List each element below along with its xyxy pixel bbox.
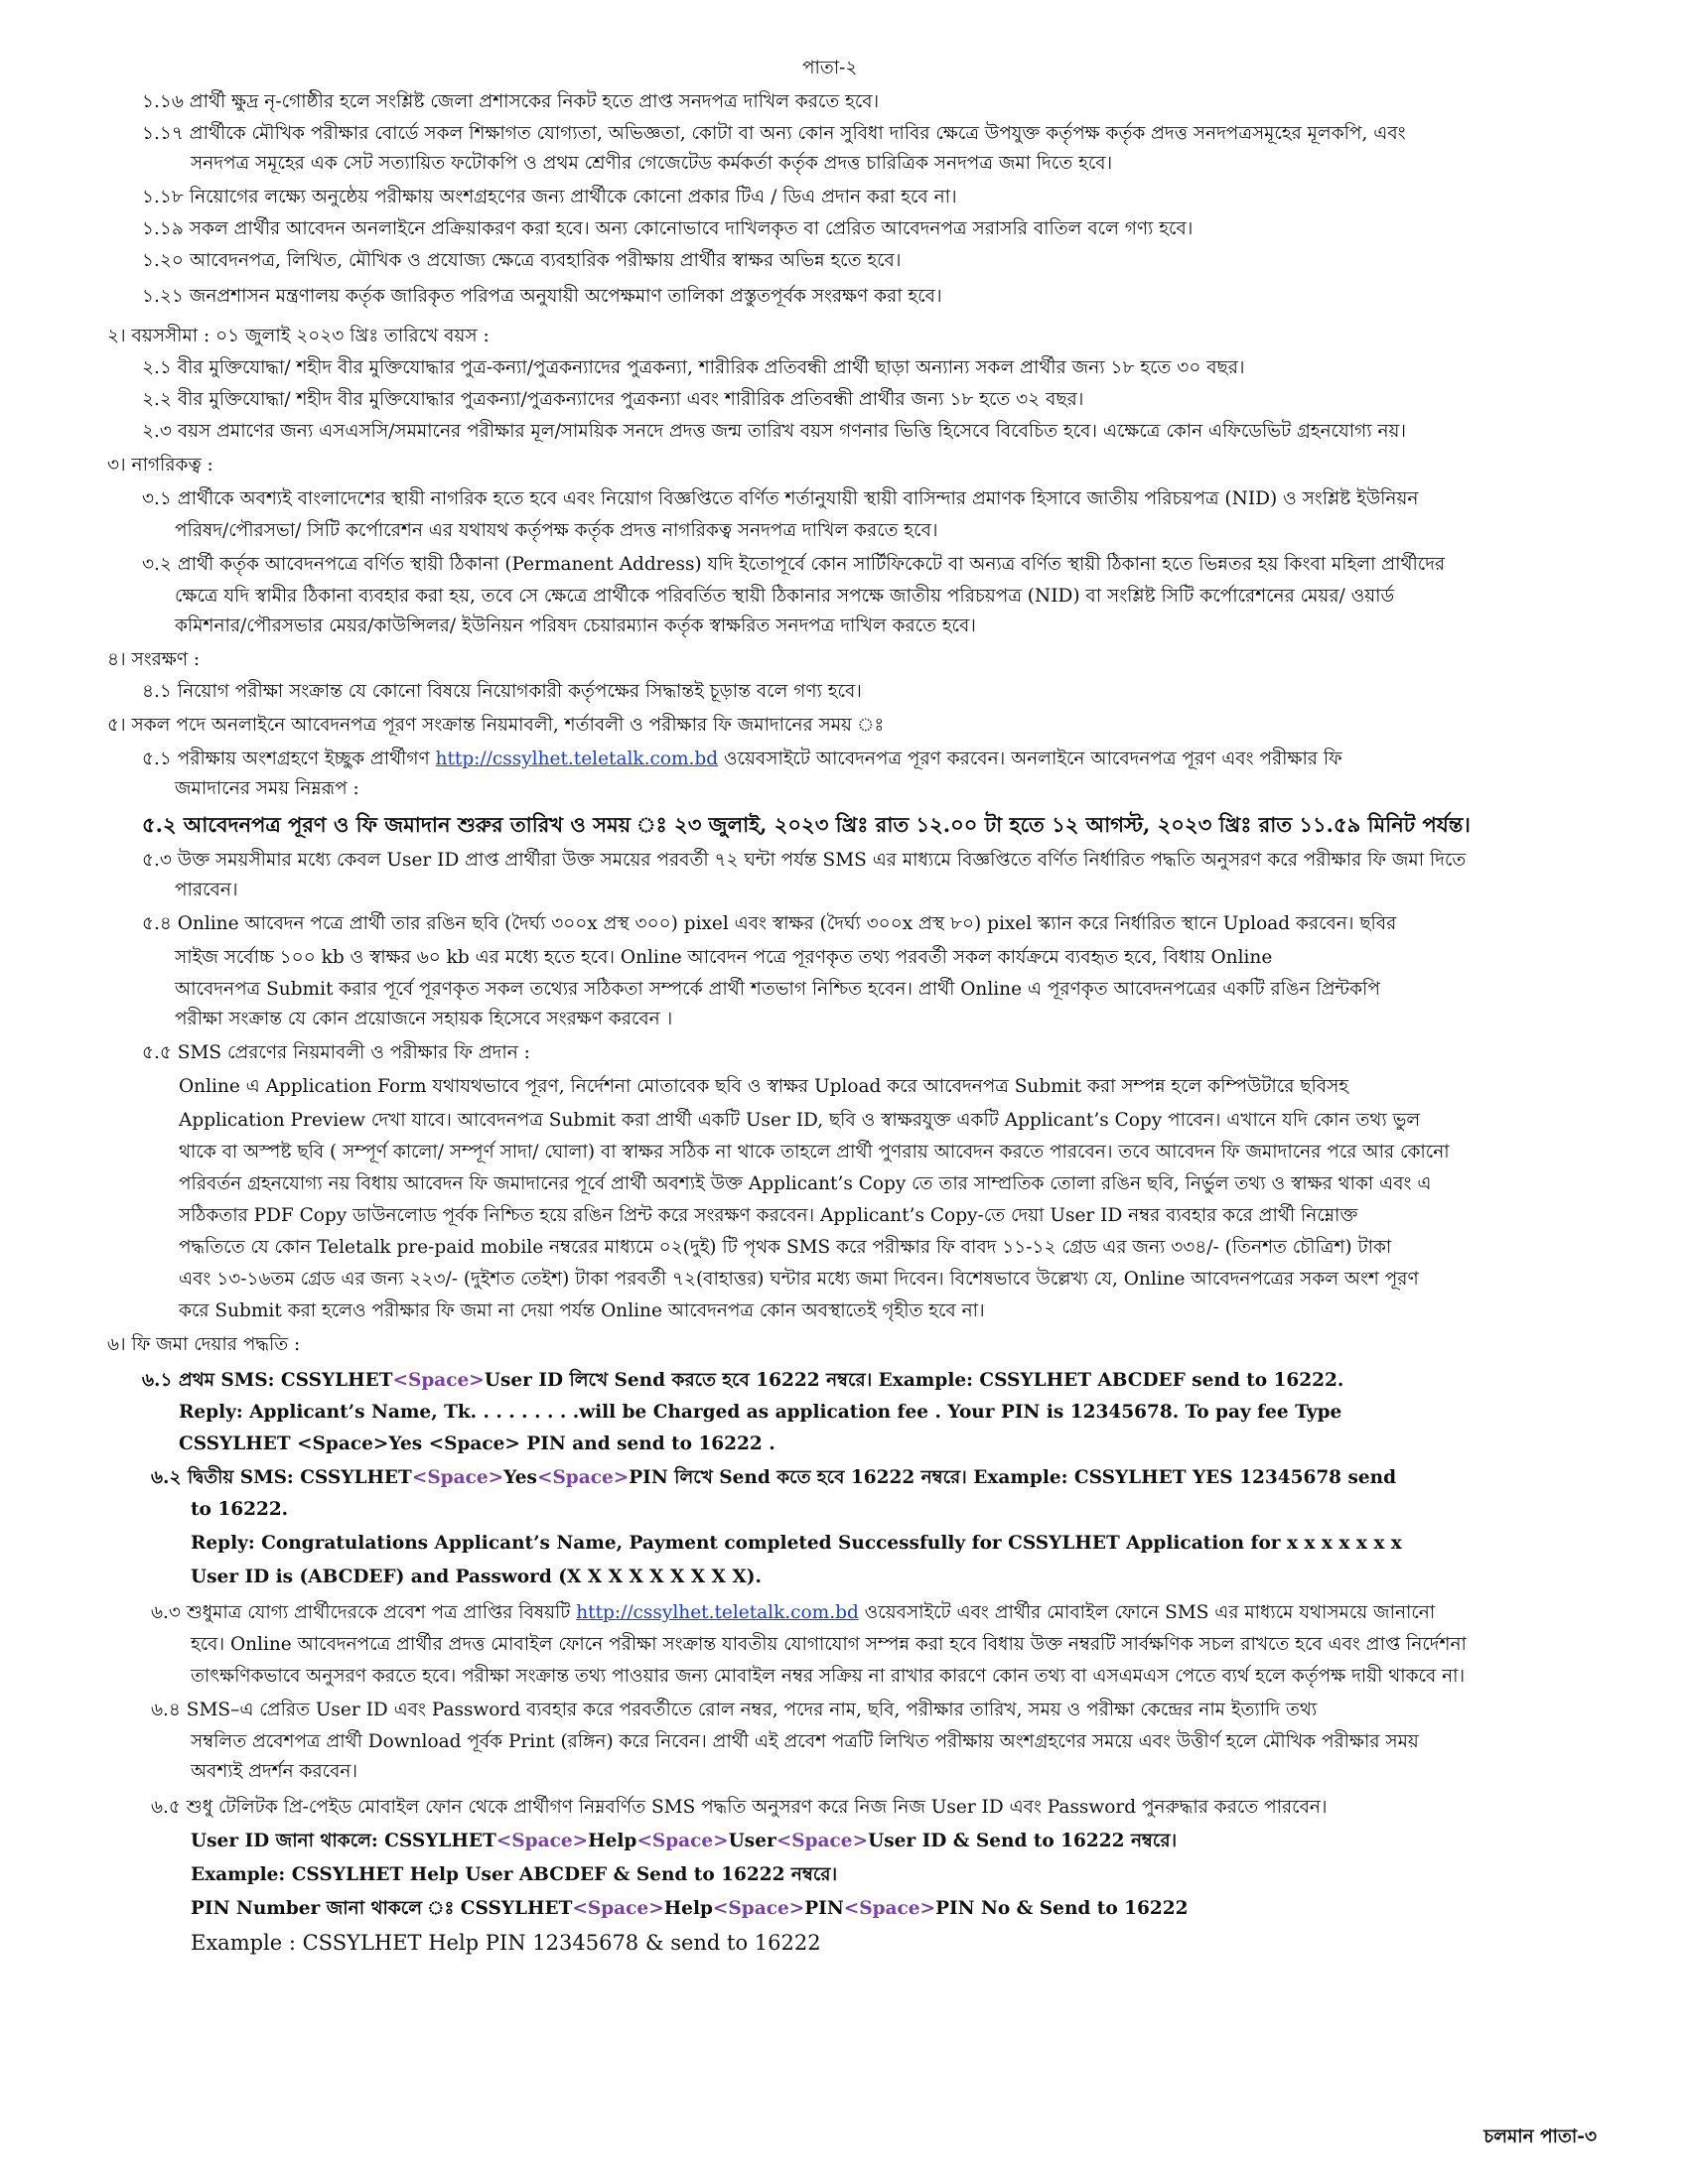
clause-6-5-example1: Example: CSSYLHET Help User ABCDEF & Send to 16222 নম্বরে।: [191, 1864, 838, 1885]
clause-6-5-pin: [191, 1896, 1188, 1922]
clause-6-5: ৬.৫ শুধু টেলিটক প্রি-পেইড মোবাইল ফোন থেকে প্রার্থীগণ নিম্নবর্ণিত SMS পদ্ধতি অনুসরণ করে নিজ নিজ User ID এবং Password পুনরুদ্ধার করতে পারবেন।: [151, 1797, 1328, 1818]
clause-5-4: ৫.৪ Online আবেদন পত্রে প্রার্থী তার রঙিন ছবি (দৈর্ঘ্য ৩০০x প্রস্থ ৩০০) pixel এবং স্বাক্ষর (দৈর্ঘ্য ৩০০x প্রস্থ ৮০) pixel স্ক্যান করে নির্ধারিত স্থানে Upload করবেন। ছবির: [142, 913, 1397, 934]
space-token: <Space>: [392, 1370, 485, 1391]
space-token: <Space>: [411, 1467, 504, 1488]
clause-6-2-yes: Yes: [503, 1467, 537, 1488]
website-link[interactable]: http://cssylhet.teletalk.com.bd: [576, 1602, 859, 1623]
pin-pin: PIN: [804, 1898, 844, 1919]
clause-6-2-cont: to 16222.: [191, 1499, 289, 1520]
clause-6-1: [142, 1368, 1343, 1394]
userid-user: User: [728, 1831, 776, 1851]
clause-6-3-text: ৬.৩ শুধুমাত্র যোগ্য প্রার্থীদেরকে প্রবেশ পত্র প্রাপ্তির বিষয়টি: [151, 1602, 571, 1623]
clause-5-2: ৫.২ আবেদনপত্র পূরণ ও ফি জমাদান শুরুর তারিখ ও সময় ঃ ২৩ জুলাই, ২০২৩ খ্রিঃ রাত ১২.০০ টা হতে ১২ আগস্ট, ২০২৩ খ্রিঃ রাত ১১.৫৯ মিনিট পর্যন্ত।: [142, 812, 1471, 837]
clause-5-1-cont: জমাদানের সময় নিম্নরূপ :: [175, 778, 359, 799]
clause-5-4-cont2: আবেদনপত্র Submit করার পূর্বে পূরণকৃত সকল তথ্যের সঠিকতা সম্পর্কে প্রার্থী শতভাগ নিশ্চিত হবেন। প্রার্থী Online এ পূরণকৃত আবেদনপত্রের একটি রঙিন প্রিন্টকপি: [175, 979, 1380, 1000]
clause-5-3: ৫.৩ উক্ত সময়সীমার মধ্যে কেবল User ID প্রাপ্ত প্রার্থীরা উক্ত সময়ের পরবর্তী ৭২ ঘন্টা পর্যন্ত SMS এর মাধ্যমে বিজ্ঞপ্তিতে বর্ণিত নির্ধারিত পদ্ধতি অনুসরণ করে পরীক্ষার ফি জমা দিতে: [142, 850, 1467, 871]
clause-1-20: ১.২০ আবেদনপত্র, লিখিত, মৌখিক ও প্রযোজ্য ক্ষেত্রে ব্যবহারিক পরীক্ষায় প্রার্থীর স্বাক্ষর অভিন্ন হতে হবে।: [142, 250, 902, 271]
clause-1-17: ১.১৭ প্রার্থীকে মৌখিক পরীক্ষার বোর্ডে সকল শিক্ষাগত যোগ্যতা, অভিজ্ঞতা, কোটা বা অন্য কোন সুবিধা দাবির ক্ষেত্রে উপযুক্ত কর্তৃপক্ষ কর্তৃক প্রদত্ত সনদপত্রসমূহের মূলকপি, এবং: [142, 123, 1406, 144]
clause-5-5-body2: Application Preview দেখা যাবে। আবেদনপত্র Submit করা প্রার্থী একটি User ID, ছবি ও স্বাক্ষরযুক্ত একটি Applicant’s Copy পাবেন। এখানে যদি কোন তথ্য ভুল: [179, 1110, 1421, 1131]
clause-6-3: [151, 1600, 1435, 1626]
clause-3-2: ৩.২ প্রার্থী কর্তৃক আবেদনপত্রে বর্ণিত স্থায়ী ঠিকানা (Permanent Address) যদি ইতোপূর্বে কোন সার্টিফিকেটে বা অন্যত্র বর্ণিত স্থায়ী ঠিকানা হতে ভিন্নতর হয় কিংবা মহিলা প্রার্থীদের: [142, 554, 1446, 575]
page-label: পাতা-২: [802, 58, 858, 78]
section-2-heading: ২। বয়সসীমা : ০১ জুলাই ২০২৩ খ্রিঃ তারিখে বয়স :: [107, 326, 490, 346]
clause-6-2-reply-cont: User ID is (ABCDEF) and Password (X X X X X X X X X).: [191, 1567, 762, 1587]
clause-6-4-cont2: অবশ্যই প্রদর্শন করবেন।: [191, 1761, 358, 1782]
space-token: <Space>: [536, 1467, 630, 1488]
clause-1-16: ১.১৬ প্রার্থী ক্ষুদ্র নৃ-গোষ্ঠীর হলে সংশ্লিষ্ট জেলা প্রশাসকের নিকট হতে প্রাপ্ত সনদপত্র দাখিল করতে হবে।: [142, 91, 880, 112]
section-5-heading: ৫। সকল পদে অনলাইনে আবেদনপত্র পূরণ সংক্রান্ত নিয়মাবলী, শর্তাবলী ও পরীক্ষার ফি জমাদানের সময় ঃ: [107, 715, 885, 736]
clause-6-3-text-end: ওয়েবসাইটে এবং প্রার্থীর মোবাইল ফোনে SMS এর মাধ্যমে যথাসময়ে জানানো: [864, 1602, 1436, 1623]
clause-6-5-example2: Example : CSSYLHET Help PIN 12345678 & send to 16222: [191, 1931, 821, 1955]
clause-5-5-body6: পদ্ধতিতে যে কোন Teletalk pre-paid mobile নম্বরের মাধ্যমে ০২(দুই) টি পৃথক SMS করে পরীক্ষার ফি বাবদ ১১-১২ গ্রেড এর জন্য ৩৩৪/- (তিনশত চৌত্রিশ) টাকা: [179, 1237, 1392, 1258]
clause-6-3-cont2: তাৎক্ষণিকভাবে অনুসরণ করতে হবে। পরীক্ষা সংক্রান্ত তথ্য পাওয়ার জন্য মোবাইল নম্বর সক্রিয় না রাখার কারণে কোন তথ্য বা এসএমএস পেতে ব্যর্থ হলে কর্তৃপক্ষ দায়ী থাকবে না।: [191, 1666, 1466, 1687]
clause-5-3-cont: পারবেন।: [175, 880, 238, 900]
space-token: <Space>: [495, 1831, 589, 1851]
clause-6-1-prefix: ৬.১ প্রথম SMS: CSSYLHET: [142, 1370, 393, 1391]
section-4-heading: ৪। সংরক্ষণ :: [107, 649, 201, 670]
clause-5-1: [142, 747, 1342, 772]
clause-6-2-reply: Reply: Congratulations Applicant’s Name, Payment completed Successfully for CSSYLHET Application for x x x x x x x: [191, 1533, 1402, 1554]
space-token: <Space>: [636, 1831, 729, 1851]
clause-2-2: ২.২ বীর মুক্তিযোদ্ধা/ শহীদ বীর মুক্তিযোদ্ধার পুত্রকন্যা/পুত্রকন্যাদের পুত্রকন্যা এবং শারীরিক প্রতিবন্ধী প্রার্থীর জন্য ১৮ হতে ৩২ বছর।: [142, 389, 1084, 410]
section-6-heading: ৬। ফি জমা দেয়ার পদ্ধতি :: [107, 1334, 301, 1355]
clause-5-5-body5: সঠিকতার PDF Copy ডাউনলোড পূর্বক নিশ্চিত হয়ে রঙিন প্রিন্ট করে সংরক্ষণ করবেন। Applicant’s Copy-তে দেয়া User ID নম্বর ব্যবহার করে প্রার্থী নিম্নোক্ত: [179, 1205, 1358, 1226]
clause-2-1: ২.১ বীর মুক্তিযোদ্ধা/ শহীদ বীর মুক্তিযোদ্ধার পুত্র-কন্যা/পুত্রকন্যাদের পুত্রকন্যা, শারীরিক প্রতিবন্ধী প্রার্থী ছাড়া অন্যান্য সকল প্রার্থীর জন্য ১৮ হতে ৩০ বছর।: [142, 357, 1245, 378]
space-token: <Space>: [775, 1831, 869, 1851]
clause-5-5-body3: থাকে বা অস্পষ্ট ছবি ( সম্পূর্ণ কালো/ সম্পূর্ণ সাদা/ ঘোলা) বা স্বাক্ষর সঠিক না থাকে তাহলে প্রার্থী পুণরায় আবেদন করতে পারবেন। তবে আবেদন ফি জমাদানের পরে আর কোনো: [179, 1142, 1450, 1162]
clause-5-5: ৫.৫ SMS প্রেরণের নিয়মাবলী ও পরীক্ষার ফি প্রদান :: [142, 1042, 530, 1063]
clause-1-18: ১.১৮ নিয়োগের লক্ষ্যে অনুষ্ঠেয় পরীক্ষায় অংশগ্রহণের জন্য প্রার্থীকে কোনো প্রকার টিএ / ডিএ প্রদান করা হবে না।: [142, 187, 957, 207]
clause-3-1-cont: পরিষদ/পৌরসভা/ সিটি কর্পোরেশন এর যথাযথ কর্তৃপক্ষ কর্তৃক প্রদত্ত নাগরিকত্ব সনদপত্র দাখিল করতে হবে।: [175, 520, 938, 541]
space-token: <Space>: [843, 1898, 936, 1919]
clause-5-1-text-end: ওয়েবসাইটে আবেদনপত্র পূরণ করবেন। অনলাইনে আবেদনপত্র পূরণ এবং পরীক্ষার ফি: [723, 749, 1342, 769]
clause-6-2-suffix: PIN লিখে Send কতে হবে 16222 নম্বরে। Example: CSSYLHET YES 12345678 send: [629, 1467, 1397, 1488]
clause-6-5-userid: [191, 1829, 1177, 1854]
clause-5-5-body1: Online এ Application Form যথাযথভাবে পূরণ, নির্দেশনা মোতাবেক ছবি ও স্বাক্ষর Upload করে আবেদনপত্র Submit করা সম্পন্ন হলে কম্পিউটারে ছবিসহ: [179, 1076, 1349, 1097]
clause-3-1: ৩.১ প্রার্থীকে অবশ্যই বাংলাদেশের স্থায়ী নাগরিক হতে হবে এবং নিয়োগ বিজ্ঞপ্তিতে বর্ণিত শর্তানুযায়ী স্থায়ী বাসিন্দার প্রমাণক হিসাবে জাতীয় পরিচয়পত্র (NID) ও সংশ্লিষ্ট ইউনিয়ন: [142, 488, 1419, 509]
clause-5-4-cont1: সাইজ সর্বোচ্চ ১০০ kb ও স্বাক্ষর ৬০ kb এর মধ্যে হতে হবে। Online আবেদন পত্রে পূরণকৃত তথ্য পরবর্তী সকল কার্যক্রমে ব্যবহৃত হবে, বিধায় Online: [175, 947, 1273, 968]
clause-5-5-body8: করে Submit করা হলেও পরীক্ষার ফি জমা না দেয়া পর্যন্ত Online আবেদনপত্র কোন অবস্থাতেই গৃহীত হবে না।: [179, 1300, 985, 1321]
clause-6-3-cont1: হবে। Online আবেদনপত্রে প্রার্থীর প্রদত্ত মোবাইল ফোনে পরীক্ষা সংক্রান্ত যাবতীয় যোগাযোগ সম্পন্ন করা হবে বিধায় উক্ত নম্বরটি সার্বক্ষণিক সচল রাখতে হবে এবং প্রাপ্ত নির্দেশনা: [191, 1634, 1467, 1655]
clause-3-2-cont2: কমিশনার/পৌরসভার মেয়র/কাউন্সিলর/ ইউনিয়ন পরিষদ চেয়ারম্যান কর্তৃক স্বাক্ষরিত সনদপত্র দাখিল করতে হবে।: [175, 615, 976, 636]
clause-5-4-cont3: পরীক্ষা সংক্রান্ত যে কোন প্রয়োজনে সহায়ক হিসেবে সংরক্ষণ করবেন ।: [175, 1009, 673, 1029]
clause-6-1-suffix: User ID লিখে Send করতে হবে 16222 নম্বরে। Example: CSSYLHET ABCDEF send to 16222.: [484, 1370, 1344, 1391]
clause-2-3: ২.৩ বয়স প্রমাণের জন্য এসএসসি/সমমানের পরীক্ষার মূল/সাময়িক সনদে প্রদত্ত জন্ম তারিখ বয়স গণনার ভিত্তি হিসেবে বিবেচিত হবে। এক্ষেত্রে কোন এফিডেভিট গ্রহনযোগ্য নয়।: [142, 421, 1407, 442]
pin-suffix: PIN No & Send to 16222: [935, 1898, 1189, 1919]
clause-6-2-prefix: ৬.২ দ্বিতীয় SMS: CSSYLHET: [151, 1467, 412, 1488]
clause-6-4-cont1: সম্বলিত প্রবেশপত্র প্রার্থী Download পূর্বক Print (রঙ্গিন) করে নিবেন। প্রার্থী এই প্রবেশ পত্রটি লিখিত পরীক্ষায় অংশগ্রহণের সময়ে এবং উত্তীর্ণ হলে মৌখিক পরীক্ষার সময়: [191, 1731, 1419, 1752]
userid-help: Help: [588, 1831, 637, 1851]
pin-help: Help: [663, 1898, 713, 1919]
clause-5-5-body4: পরিবর্তন গ্রহনযোগ্য নয় বিধায় আবেদন ফি জমাদানের পূর্বে প্রার্থী অবশ্যই উক্ত Applicant’s Copy তে তার সাম্প্রতিক তোলা রঙিন ছবি, নির্ভুল তথ্য ও স্বাক্ষর থাকা এবং এ: [179, 1173, 1432, 1194]
pin-prefix: PIN Number জানা থাকলে ঃ CSSYLHET: [191, 1898, 573, 1919]
space-token: <Space>: [712, 1898, 805, 1919]
clause-4-1: ৪.১ নিয়োগ পরীক্ষা সংক্রান্ত যে কোনো বিষয়ে নিয়োগকারী কর্তৃপক্ষের সিদ্ধান্তই চূড়ান্ত বলে গণ্য হবে।: [142, 681, 862, 702]
clause-5-5-body7: এবং ১৩-১৬তম গ্রেড এর জন্য ২২৩/- (দুইশত তেইশ) টাকা পরবর্তী ৭২(বাহাত্তর) ঘন্টার মধ্যে জমা দিবেন। বিশেষভাবে উল্লেখ্য যে, Online আবেদনপত্রের সকল অংশ পূরণ: [179, 1269, 1419, 1290]
clause-3-2-cont1: ক্ষেত্রে যদি স্বামীর ঠিকানা ব্যবহার করা হয়, তবে সে ক্ষেত্রে প্রার্থীকে পরিবর্তিত স্থায়ী ঠিকানার সপক্ষে জাতীয় পরিচয়পত্র (NID) বা সংশ্লিষ্ট সিটি কর্পোরেশনের মেয়র/ ওয়ার্ড: [175, 586, 1395, 607]
clause-6-2: [151, 1465, 1396, 1491]
clause-6-1-reply: Reply: Applicant’s Name, Tk. . . . . . . . .will be Charged as application fee . Your PIN is 12345678. To pay fee Type: [179, 1402, 1342, 1423]
userid-suffix: User ID & Send to 16222 নম্বরে।: [868, 1831, 1178, 1851]
section-3-heading: ৩। নাগরিকত্ব :: [107, 455, 213, 476]
clause-1-21: ১.২১ জনপ্রশাসন মন্ত্রণালয় কর্তৃক জারিকৃত পরিপত্র অনুযায়ী অপেক্ষমাণ তালিকা প্রস্তুতপূর্বক সংরক্ষণ করা হবে।: [142, 286, 942, 307]
space-token: <Space>: [572, 1898, 664, 1919]
clause-6-4: ৬.৪ SMS–এ প্রেরিত User ID এবং Password ব্যবহার করে পরবর্তীতে রোল নম্বর, পদের নাম, ছবি, পরীক্ষার তারিখ, সময় ও পরীক্ষা কেন্দ্রের নাম ইত্যাদি তথ্য: [151, 1700, 1318, 1720]
clause-1-19: ১.১৯ সকল প্রার্থীর আবেদন অনলাইনে প্রক্রিয়াকরণ করা হবে। অন্য কোনোভাবে দাখিলকৃত বা প্রেরিত আবেদনপত্র সরাসরি বাতিল বলে গণ্য হবে।: [142, 218, 1194, 239]
userid-prefix: User ID জানা থাকলে: CSSYLHET: [191, 1831, 496, 1851]
clause-6-1-reply-cont: CSSYLHET <Space>Yes <Space> PIN and send to 16222 .: [179, 1433, 775, 1454]
clause-1-17-cont: সনদপত্র সমূহের এক সেট সত্যায়িত ফটোকপি ও প্রথম শ্রেণীর গেজেটেড কর্মকর্তা কর্তৃক প্রদত্ত চারিত্রিক সনদপত্র জমা দিতে হবে।: [191, 153, 1113, 174]
website-link[interactable]: http://cssylhet.teletalk.com.bd: [435, 749, 719, 769]
continued-label: চলমান পাতা-৩: [1483, 2126, 1597, 2147]
clause-5-1-text: ৫.১ পরীক্ষায় অংশগ্রহণে ইচ্ছুক প্রার্থীগণ: [142, 749, 430, 769]
